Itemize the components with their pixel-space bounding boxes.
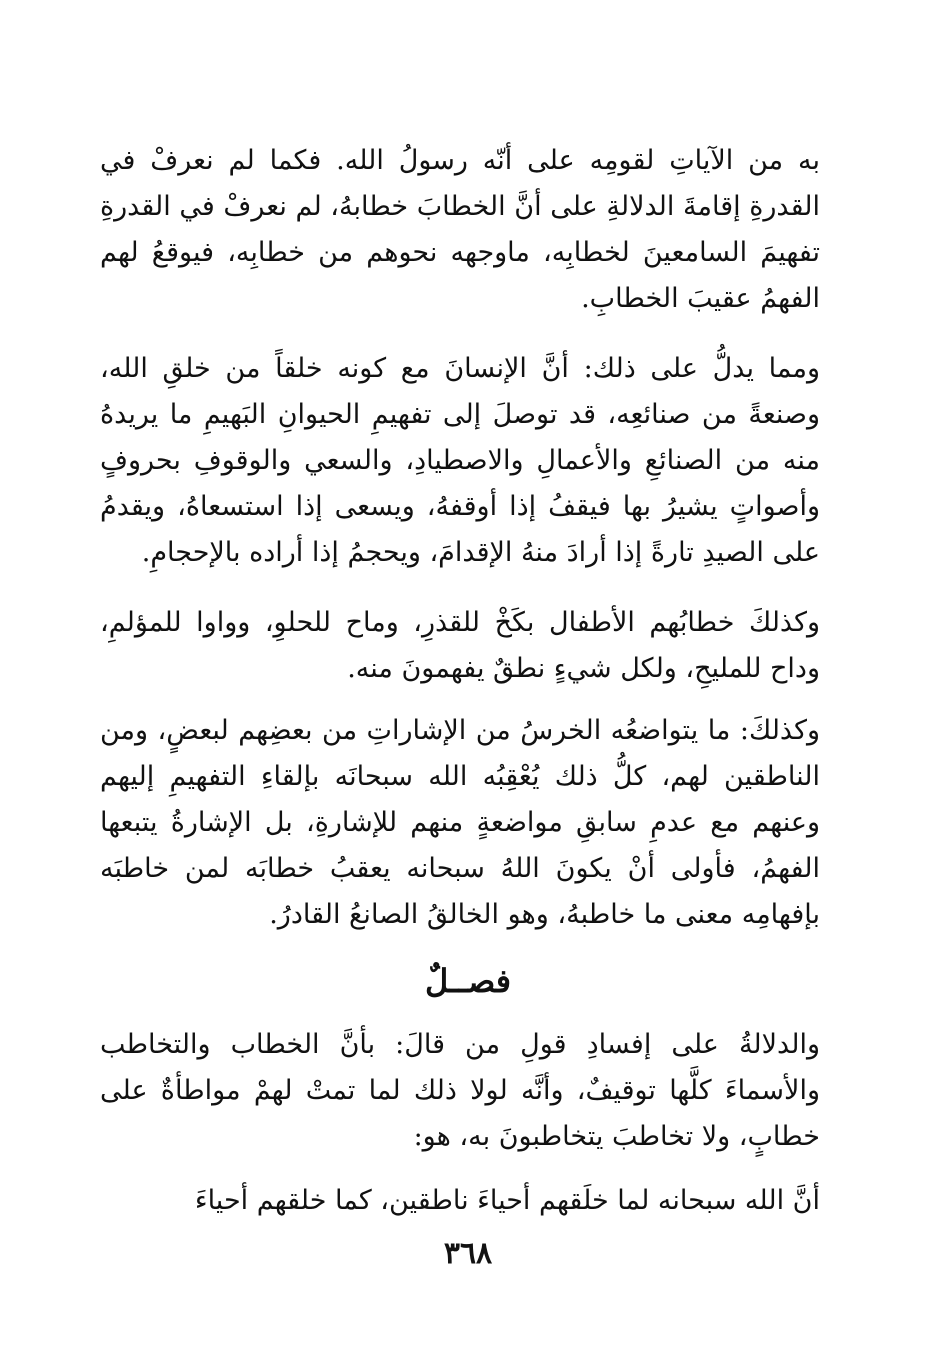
paragraph-5: والدلالةُ على إفسادِ قولِ من قالَ: بأنَّ الخطاب والتخاطب والأسماءَ كلَّها توقيفٌ، وأنَّه لولا ذلك لما تمتْ لهمْ مواطأةٌ على خطابٍ، ولا تخاطبَ يتخاطبونَ به، هو: — [100, 1029, 820, 1152]
paragraph-4: وكذلكَ: ما يتواضعُه الخرسُ من الإشاراتِ من بعضِهم لبعضٍ، ومن الناطقين لهم، كلُّ ذلك يُعْقِبُه الله سبحانَه بإلقاءِ التفهيمِ إليهم وعنهم مع عدمِ سابقِ مواضعةٍ منهم للإشارةِ، بل الإشارةُ يتبعها الفهمُ، فأولى أنْ يكونَ اللهُ سبحانه يعقبُ خطابَه لمن خاطبَه بإفهامِه معنى ما خاطبهُ، وهو الخالقُ الصانعُ القادرُ. — [100, 715, 820, 930]
paragraph-6: أنَّ الله سبحانه لما خلَقهم أحياءَ ناطقين، كما خلقهم أحياءَ — [194, 1185, 820, 1216]
paragraph-2: ومما يدلُّ على ذلك: أنَّ الإنسانَ مع كونه خلقاً من خلقِ الله، وصنعةً من صنائعِه، قد توصلَ إلى تفهيمِ الحيوانِ البَهيمِ ما يريدهُ منه من الصنائعِ والأعمالِ والاصطيادِ، والسعي والوقوفِ بحروفٍ وأصواتٍ يشيرُ بها فيقفُ إذا أوقفهُ، ويسعى إذا استسعاهُ، ويقدمُ على الصيدِ تارةً إذا أرادَ منهُ الإقدامَ، ويحجمُ إذا أراده بالإحجامِ. — [100, 353, 820, 568]
paragraph-3: وكذلكَ خطابُهم الأطفال بكَخْ للقذرِ، وماح للحلوِ، وواوا للمؤلمِ، وداح للمليحِ، ولكل شيءٍ نطقٌ يفهمونَ منه. — [100, 607, 820, 684]
paragraph-1: به من الآياتِ لقومِه على أنّه رسولُ الله. فكما لم نعرفْ في القدرةِ إقامةَ الدلالةِ على أنَّ الخطابَ خطابهُ، لم نعرفْ في القدرةِ تفهيمَ السامعينَ لخطابِه، ماوجهه نحوهم من خطابِه، فيوقعُ لهم الفهمُ عقيبَ الخطابِ. — [100, 145, 820, 314]
section-heading: فصــلٌ — [424, 962, 512, 1000]
page-number: ٣٦٨ — [443, 1236, 493, 1271]
